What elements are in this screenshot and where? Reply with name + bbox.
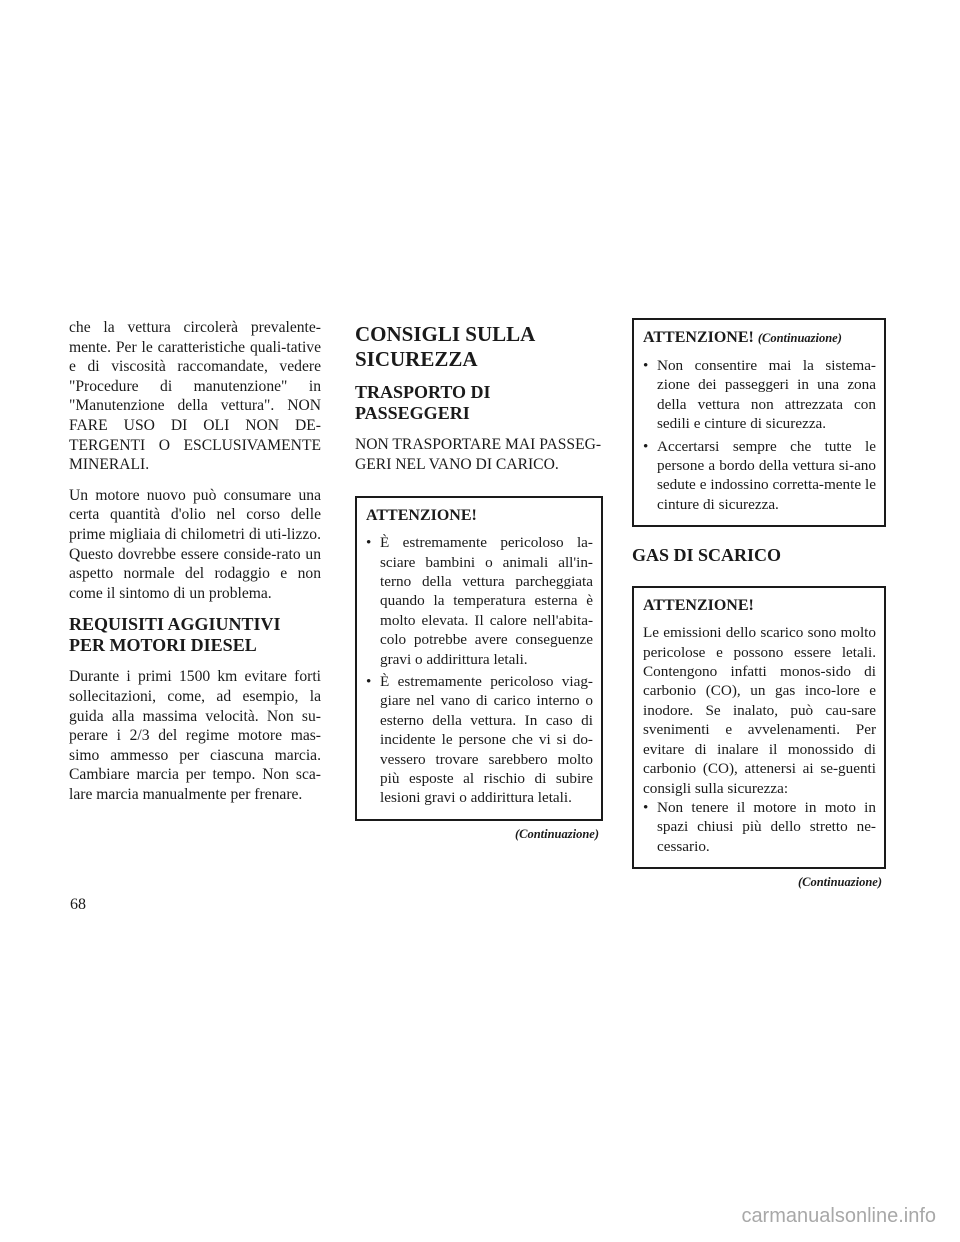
warning-item: • È estremamente pericoloso viag-giare nel vano di carico interno o esterno della vettura. In caso di incidente le persone che vi si do-vessero trovare sarebbero molto più esposte al rischio di subire lesioni gravi o addirittura letali. (366, 672, 593, 808)
passengers-heading: TRASPORTO DI PASSEGGERI (355, 382, 491, 423)
page-number: 68 (70, 896, 86, 913)
warning-title: ATTENZIONE! (366, 507, 477, 525)
passengers-intro: NON TRASPORTARE MAI PASSEG-GERI NEL VANO DI CARICO. (355, 436, 602, 473)
warning-title: ATTENZIONE! (643, 597, 754, 615)
section-title: CONSIGLI SULLA SICUREZZA (355, 322, 535, 371)
warning-item: • Non tenere il motore in moto in spazi chiusi più dello stretto ne-cessario. (643, 798, 876, 856)
diesel-paragraph: Durante i primi 1500 km evitare forti sollecitazioni, come, ad esempio, la guida alla massima velocità. Non su-perare i 2/3 del regime motore mas-simo ammesso per ciascuna marcia. Cambiare marcia per tempo. Non sca-lare marcia manualmente per frenare. (69, 668, 321, 803)
warning-list (643, 798, 876, 856)
continued-note: (Continuazione) (797, 875, 882, 890)
warning-title: ATTENZIONE! (643, 329, 754, 346)
exhaust-heading: GAS DI SCARICO (632, 545, 782, 566)
right-column (632, 318, 886, 890)
continued-note: (Continuazione) (514, 826, 599, 841)
warning-box-continued (632, 318, 886, 527)
watermark: carmanualsonline.info (741, 1205, 936, 1227)
oil-paragraph: che la vettura circolerà prevalente-mente. Per le caratteristiche quali-tative e di viscosità raccomandate, vedere "Procedure di manutenzione" in "Manutenzione della vettura". NON FARE USO DI OLI NON DE-TERGENTI O ESCLUSIVAMENTE MINERALI. (69, 319, 321, 474)
diesel-heading: REQUISITI AGGIUNTIVI PER MOTORI DIESEL (69, 614, 281, 656)
warning-list (366, 533, 593, 808)
warning-text: Le emissioni dello scarico sono molto pericolose e possono essere letali. Contengono infatti monos-sido di carbonio (CO), un gas inco-lore e inodore. Se inalato, può cau-sare svenimenti e avvelenamenti. Per evitare di inalare il monossido di carbonio (CO), attenersi ai se-guenti consigli sulla sicurezza: (643, 624, 876, 797)
middle-column (355, 318, 603, 842)
oil-consumption-paragraph: Un motore nuovo può consumare una certa quantità d'olio nel corso delle prime migliaia di chilometri di uti-lizzo. Questo dovrebbe essere conside-rato un aspetto normale del rodaggio e non come il sintomo di un problema. (69, 486, 321, 602)
warning-item: • È estremamente pericoloso la-sciare bambini o animali all'in-terno della vettura parcheggiata quando la temperatura esterna è molto elevata. Il calore nell'abita-colo potrebbe avere conseguenze gravi o addirittura letali. (366, 533, 593, 669)
warning-item: • Accertarsi sempre che tutte le persone a bordo della vettura si-ano sedute e indossino corretta-mente le cinture di sicurezza. (643, 437, 876, 515)
warning-list (643, 356, 876, 514)
continued-label: (Continuazione) (757, 331, 842, 345)
warning-box-passengers (355, 496, 603, 821)
warning-box-exhaust (632, 586, 886, 869)
left-column (69, 318, 321, 815)
warning-item: • Non consentire mai la sistema-zione dei passeggeri in una zona della vettura non attrezzata con sedili e cinture di sicurezza. (643, 356, 876, 434)
warning-title-continued (643, 328, 876, 348)
